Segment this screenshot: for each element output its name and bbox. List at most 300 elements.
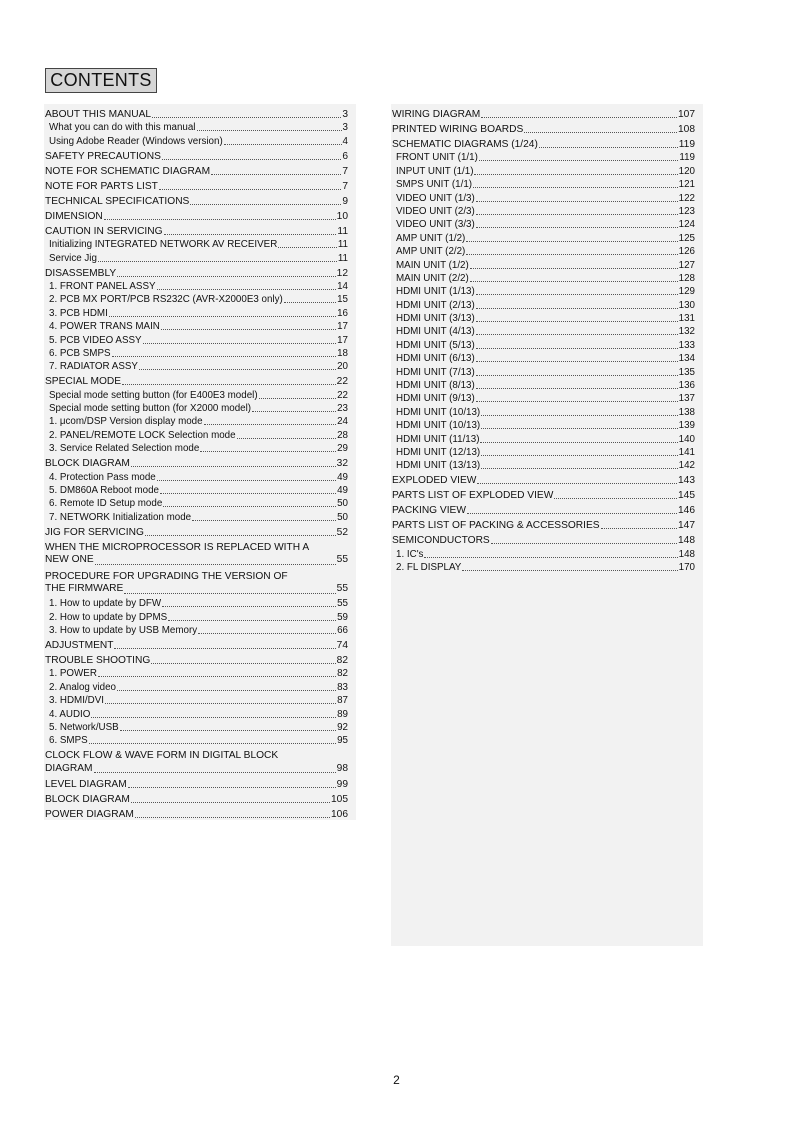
dot-leader: [168, 620, 336, 621]
toc-entry-page: 6: [342, 150, 348, 162]
toc-subentry[interactable]: [391, 152, 703, 163]
dot-leader: [105, 703, 336, 704]
dot-leader: [128, 787, 336, 788]
toc-entry-label: 4. Protection Pass mode: [49, 471, 156, 483]
dot-leader: [481, 415, 677, 416]
toc-entry-page: 145: [678, 490, 695, 502]
toc-entry-label: DIMENSION: [45, 210, 103, 222]
toc-entry[interactable]: [44, 166, 356, 177]
toc-entry-label: 1. IC's: [396, 548, 424, 560]
toc-entry-label: SEMICONDUCTORS: [392, 535, 490, 547]
dot-leader: [124, 593, 335, 594]
dot-leader: [135, 817, 330, 818]
toc-entry-label: VIDEO UNIT (1/3): [396, 192, 475, 204]
dot-leader: [143, 343, 337, 344]
toc-subentry[interactable]: [44, 281, 356, 292]
dot-leader: [161, 329, 336, 330]
dot-leader: [476, 294, 678, 295]
toc-entry-page: 50: [337, 498, 348, 510]
toc-subentry[interactable]: [391, 206, 703, 217]
toc-subentry[interactable]: [391, 219, 703, 230]
toc-subentry[interactable]: [391, 393, 703, 404]
toc-entry[interactable]: [391, 139, 703, 150]
dot-leader: [476, 388, 678, 389]
toc-entry-label: FRONT UNIT (1/1): [396, 152, 478, 164]
toc-entry-label: HDMI UNIT (10/13): [396, 406, 481, 418]
dot-leader: [470, 281, 678, 282]
toc-subentry[interactable]: [44, 668, 356, 679]
dot-leader: [462, 570, 677, 571]
dot-leader: [89, 743, 336, 744]
toc-entry[interactable]: [44, 181, 356, 192]
toc-entry-page: 127: [678, 259, 695, 271]
toc-entry-page: 98: [336, 762, 348, 774]
dot-leader: [117, 690, 336, 691]
toc-entry-page: 4: [342, 135, 348, 147]
toc-entry-page: 121: [678, 179, 695, 191]
dot-leader: [192, 520, 336, 521]
toc-subentry[interactable]: [391, 549, 703, 560]
toc-entry-label-continued: THE FIRMWARE: [45, 583, 124, 595]
dot-leader: [197, 130, 342, 131]
toc-entry-label: 4. POWER TRANS MAIN: [49, 321, 160, 333]
toc-entry-label: Service Jig: [49, 252, 97, 264]
toc-entry-page: 143: [678, 475, 695, 487]
toc-entry[interactable]: [391, 535, 703, 546]
toc-entry-label: PROCEDURE FOR UPGRADING THE VERSION OF: [45, 570, 288, 582]
toc-entry[interactable]: [44, 268, 356, 279]
toc-subentry[interactable]: [44, 485, 356, 496]
toc-subentry[interactable]: [44, 136, 356, 147]
toc-entry-page: 9: [342, 195, 348, 207]
toc-entry-label: 2. Analog video: [49, 681, 116, 693]
toc-entry-page: 131: [678, 313, 695, 325]
toc-entry[interactable]: [44, 527, 356, 538]
toc-entry-page: 120: [678, 165, 695, 177]
toc-entry-label: 3. PCB HDMI: [49, 307, 108, 319]
toc-entry-page: 12: [336, 267, 348, 279]
dot-leader: [476, 334, 678, 335]
dot-leader: [554, 498, 677, 499]
dot-leader: [204, 424, 337, 425]
toc-entry-label: SCHEMATIC DIAGRAMS (1/24): [392, 139, 538, 150]
toc-entry[interactable]: [391, 475, 703, 486]
toc-entry-label: CAUTION IN SERVICING: [45, 225, 163, 237]
toc-entry[interactable]: [44, 109, 356, 120]
dot-leader: [476, 227, 678, 228]
toc-entry-label: TROUBLE SHOOTING: [45, 654, 151, 666]
toc-entry-page: 119: [678, 139, 695, 150]
toc-entry-page: 107: [678, 109, 695, 120]
toc-entry-page: 10: [336, 210, 348, 222]
toc-entry[interactable]: [44, 750, 356, 775]
toc-subentry[interactable]: [391, 286, 703, 297]
toc-entry-page: 20: [337, 361, 348, 373]
toc-entry-label: 5. DM860A Reboot mode: [49, 485, 160, 497]
toc-entry-page: 126: [678, 246, 695, 258]
toc-entry-label: POWER DIAGRAM: [45, 809, 134, 821]
toc-entry-label: BLOCK DIAGRAM: [45, 458, 130, 470]
toc-entry-page: 124: [678, 219, 695, 231]
toc-entry-label: SAFETY PRECAUTIONS: [45, 150, 161, 162]
toc-subentry[interactable]: [44, 709, 356, 720]
dot-leader: [145, 535, 336, 536]
dot-leader: [112, 356, 337, 357]
dot-leader: [104, 219, 336, 220]
toc-entry-label: ABOUT THIS MANUAL: [45, 109, 152, 120]
toc-subentry[interactable]: [44, 625, 356, 636]
toc-entry[interactable]: [44, 151, 356, 162]
toc-entry-label: SPECIAL MODE: [45, 376, 122, 388]
toc-subentry[interactable]: [44, 321, 356, 332]
dot-leader: [198, 633, 336, 634]
toc-entry-label: TECHNICAL SPECIFICATIONS: [45, 195, 190, 207]
toc-entry-label: HDMI UNIT (1/13): [396, 286, 475, 298]
toc-entry-page: 29: [337, 443, 348, 455]
toc-entry-label: 5. Network/USB: [49, 721, 119, 733]
toc-entry-label: BLOCK DIAGRAM: [45, 794, 130, 806]
toc-subentry[interactable]: [391, 407, 703, 418]
toc-entry-label: CLOCK FLOW & WAVE FORM IN DIGITAL BLOCK: [45, 750, 279, 762]
toc-subentry[interactable]: [391, 380, 703, 391]
dot-leader: [224, 144, 342, 145]
toc-entry[interactable]: [44, 779, 356, 790]
toc-subentry[interactable]: [44, 598, 356, 609]
toc-entry-page: 55: [336, 554, 348, 566]
toc-subentry[interactable]: [391, 166, 703, 177]
toc-entry-page: 22: [337, 389, 348, 401]
dot-leader: [162, 159, 341, 160]
dot-leader: [481, 117, 677, 118]
toc-entry-page: 49: [337, 471, 348, 483]
toc-entry-page: 11: [337, 239, 348, 251]
dot-leader: [278, 247, 337, 248]
dot-leader: [476, 375, 678, 376]
dot-leader: [479, 160, 679, 161]
toc-entry-label: 6. SMPS: [49, 735, 88, 747]
toc-subentry[interactable]: [44, 472, 356, 483]
toc-entry-label: PARTS LIST OF PACKING & ACCESSORIES: [392, 520, 600, 532]
toc-entry-label: 2. PCB MX PORT/PCB RS232C (AVR-X2000E3 only): [49, 294, 283, 306]
toc-entry-page: 7: [342, 165, 348, 177]
toc-entry[interactable]: [44, 655, 356, 666]
dot-leader: [476, 214, 678, 215]
toc-entry-page: 99: [336, 779, 348, 791]
dot-leader: [152, 117, 341, 118]
dot-leader: [476, 401, 678, 402]
toc-entry-label: SMPS UNIT (1/1): [396, 179, 473, 191]
dot-leader: [480, 442, 677, 443]
dot-leader: [120, 730, 336, 731]
toc-subentry[interactable]: [44, 443, 356, 454]
dot-leader: [95, 564, 336, 565]
toc-entry-label: VIDEO UNIT (3/3): [396, 219, 475, 231]
toc-entry-page: 32: [336, 458, 348, 470]
toc-entry-page: 82: [336, 654, 348, 666]
toc-subentry[interactable]: [391, 179, 703, 190]
dot-leader: [476, 321, 678, 322]
dot-leader: [466, 241, 677, 242]
toc-entry-page: 123: [678, 205, 695, 217]
toc-subentry[interactable]: [44, 416, 356, 427]
toc-entry-page: 28: [337, 429, 348, 441]
toc-entry-page: 82: [337, 668, 348, 680]
toc-subentry[interactable]: [391, 562, 703, 573]
toc-entry-label: What you can do with this manual: [49, 122, 196, 134]
dot-leader: [131, 466, 336, 467]
contents-title: CONTENTS: [45, 68, 157, 93]
toc-subentry[interactable]: [391, 260, 703, 271]
dot-leader: [114, 648, 335, 649]
dot-leader: [481, 455, 677, 456]
toc-entry-page: 17: [337, 321, 348, 333]
toc-entry-page: 11: [337, 225, 348, 237]
dot-leader: [491, 543, 677, 544]
toc-entry-page: 139: [678, 420, 695, 432]
toc-entry-label: 6. PCB SMPS: [49, 347, 111, 359]
toc-subentry[interactable]: [391, 434, 703, 445]
toc-entry-label: 6. Remote ID Setup mode: [49, 498, 163, 510]
toc-entry-label: HDMI UNIT (4/13): [396, 326, 475, 338]
toc-entry-label: HDMI UNIT (12/13): [396, 446, 481, 458]
toc-entry-page: 49: [337, 485, 348, 497]
dot-leader: [477, 483, 677, 484]
toc-entry-label: NOTE FOR SCHEMATIC DIAGRAM: [45, 165, 211, 177]
toc-entry-page: 55: [337, 598, 348, 610]
toc-entry-label-continued: DIAGRAM: [45, 762, 93, 774]
dot-leader: [237, 438, 337, 439]
toc-entry-page: 83: [337, 681, 348, 693]
toc-subentry[interactable]: [44, 612, 356, 623]
toc-entry-label: DISASSEMBLY: [45, 267, 117, 279]
toc-entry-page: 23: [337, 403, 348, 415]
toc-entry-label: HDMI UNIT (11/13): [396, 433, 480, 445]
toc-entry-page: 130: [678, 299, 695, 311]
toc-entry-page: 15: [337, 294, 348, 306]
toc-entry-label: HDMI UNIT (7/13): [396, 366, 475, 378]
toc-entry[interactable]: [44, 809, 356, 820]
toc-entry[interactable]: [44, 226, 356, 237]
dot-leader: [466, 254, 677, 255]
toc-entry-page: 142: [678, 460, 695, 472]
toc-entry-label: HDMI UNIT (3/13): [396, 313, 475, 325]
toc-subentry[interactable]: [44, 682, 356, 693]
toc-entry-label: 1. FRONT PANEL ASSY: [49, 280, 156, 292]
dot-leader: [481, 468, 677, 469]
toc-entry-label: 3. How to update by USB Memory: [49, 624, 198, 636]
dot-leader: [470, 268, 678, 269]
toc-subentry[interactable]: [391, 313, 703, 324]
dot-leader: [200, 451, 336, 452]
toc-entry-page: 119: [679, 152, 695, 164]
toc-subentry[interactable]: [391, 367, 703, 378]
toc-subentry[interactable]: [391, 340, 703, 351]
dot-leader: [94, 772, 336, 773]
toc-entry-page: 105: [331, 794, 348, 806]
toc-entry-page: 66: [337, 624, 348, 636]
toc-entry-label: PARTS LIST OF EXPLODED VIEW: [392, 490, 554, 502]
toc-entry-label: MAIN UNIT (1/2): [396, 259, 469, 271]
dot-leader: [259, 398, 337, 399]
toc-entry-label: INPUT UNIT (1/1): [396, 165, 474, 177]
toc-subentry[interactable]: [44, 498, 356, 509]
toc-entry-label: 3. HDMI/DVI: [49, 695, 104, 707]
toc-entry[interactable]: [391, 505, 703, 516]
toc-entry-page: 59: [337, 611, 348, 623]
dot-leader: [284, 302, 336, 303]
toc-entry-page: 14: [337, 280, 348, 292]
toc-entry[interactable]: [44, 458, 356, 469]
toc-entry[interactable]: [44, 794, 356, 805]
dot-leader: [601, 528, 677, 529]
toc-entry-label: 1. μcom/DSP Version display mode: [49, 416, 203, 428]
toc-entry-page: 95: [337, 735, 348, 747]
toc-subentry[interactable]: [391, 246, 703, 257]
toc-subentry[interactable]: [44, 308, 356, 319]
dot-leader: [476, 201, 678, 202]
toc-entry[interactable]: [44, 542, 356, 567]
dot-leader: [151, 663, 335, 664]
toc-entry-label: AMP UNIT (1/2): [396, 232, 466, 244]
toc-entry-page: 129: [678, 286, 695, 298]
toc-entry-label: JIG FOR SERVICING: [45, 526, 144, 538]
dot-leader: [98, 261, 337, 262]
toc-entry-label-continued: NEW ONE: [45, 554, 94, 566]
dot-leader: [424, 557, 677, 558]
toc-entry-page: 133: [678, 339, 695, 351]
toc-entry-label: PRINTED WIRING BOARDS: [392, 124, 524, 135]
toc-entry-label: 5. PCB VIDEO ASSY: [49, 334, 142, 346]
toc-entry[interactable]: [44, 640, 356, 651]
dot-leader: [98, 676, 336, 677]
toc-entry-label: Special mode setting button (for E400E3 model): [49, 389, 258, 401]
dot-leader: [467, 513, 677, 514]
toc-subentry[interactable]: [44, 361, 356, 372]
toc-entry-page: 52: [336, 526, 348, 538]
dot-leader: [473, 187, 678, 188]
dot-leader: [476, 348, 678, 349]
toc-entry-label: HDMI UNIT (10/13): [396, 420, 481, 432]
dot-leader: [157, 480, 336, 481]
toc-entry-label: PACKING VIEW: [392, 505, 466, 517]
toc-subentry[interactable]: [391, 273, 703, 284]
toc-entry-page: 146: [678, 505, 695, 517]
toc-entry[interactable]: [44, 571, 356, 596]
toc-entry-page: 89: [337, 708, 348, 720]
dot-leader: [211, 174, 341, 175]
toc-entry-page: 122: [678, 192, 695, 204]
toc-entry-label: MAIN UNIT (2/2): [396, 272, 469, 284]
toc-subentry[interactable]: [44, 348, 356, 359]
toc-subentry[interactable]: [44, 239, 356, 250]
toc-entry-label: 1. How to update by DFW: [49, 598, 162, 610]
toc-subentry[interactable]: [44, 512, 356, 523]
toc-entry-page: 148: [678, 548, 695, 560]
toc-entry-label: 7. NETWORK Initialization mode: [49, 511, 192, 523]
toc-entry-label: WIRING DIAGRAM: [392, 109, 481, 120]
toc-entry-page: 87: [337, 695, 348, 707]
toc-entry-page: 18: [337, 347, 348, 359]
dot-leader: [160, 493, 336, 494]
toc-entry-label: HDMI UNIT (2/13): [396, 299, 475, 311]
toc-entry-label: VIDEO UNIT (2/3): [396, 205, 475, 217]
toc-entry-label: 4. AUDIO: [49, 708, 91, 720]
toc-entry-page: 141: [678, 446, 695, 458]
dot-leader: [476, 361, 678, 362]
toc-subentry[interactable]: [391, 300, 703, 311]
toc-entry-label: HDMI UNIT (9/13): [396, 393, 475, 405]
toc-entry-page: 24: [337, 416, 348, 428]
toc-subentry[interactable]: [44, 430, 356, 441]
toc-subentry[interactable]: [44, 253, 356, 264]
toc-subentry[interactable]: [44, 403, 356, 414]
toc-entry[interactable]: [44, 196, 356, 207]
toc-entry-page: 134: [678, 353, 695, 365]
toc-entry-label: 1. POWER: [49, 668, 97, 680]
toc-entry-label: HDMI UNIT (6/13): [396, 353, 475, 365]
toc-entry-page: 17: [337, 334, 348, 346]
toc-subentry[interactable]: [391, 353, 703, 364]
toc-entry-page: 128: [678, 272, 695, 284]
toc-entry-page: 16: [337, 307, 348, 319]
toc-entry-page: 7: [342, 180, 348, 192]
toc-entry-label: 3. Service Related Selection mode: [49, 443, 200, 455]
toc-entry-page: 3: [342, 122, 348, 134]
toc-entry-page: 22: [336, 376, 348, 388]
toc-entry[interactable]: [391, 490, 703, 501]
toc-entry[interactable]: [44, 376, 356, 387]
toc-column-left: [44, 104, 356, 820]
toc-subentry[interactable]: [391, 326, 703, 337]
toc-entry-label: EXPLODED VIEW: [392, 475, 477, 487]
toc-entry-page: 170: [678, 562, 695, 574]
toc-entry-page: 147: [678, 520, 695, 532]
toc-entry-label: 7. RADIATOR ASSY: [49, 361, 138, 373]
toc-entry[interactable]: [391, 109, 703, 120]
toc-entry-label: 2. PANEL/REMOTE LOCK Selection mode: [49, 429, 236, 441]
toc-entry-page: 106: [331, 809, 348, 821]
toc-subentry[interactable]: [44, 722, 356, 733]
toc-entry[interactable]: [391, 124, 703, 135]
toc-subentry[interactable]: [44, 294, 356, 305]
toc-entry[interactable]: [391, 520, 703, 531]
toc-subentry[interactable]: [44, 335, 356, 346]
toc-column-right: [391, 104, 703, 946]
toc-entry-label: Using Adobe Reader (Windows version): [49, 135, 223, 147]
dot-leader: [164, 234, 337, 235]
toc-subentry[interactable]: [391, 420, 703, 431]
toc-entry[interactable]: [44, 211, 356, 222]
dot-leader: [162, 606, 336, 607]
toc-subentry[interactable]: [391, 460, 703, 471]
toc-subentry[interactable]: [44, 122, 356, 133]
toc-entry-page: 11: [337, 252, 348, 264]
toc-subentry[interactable]: [44, 695, 356, 706]
toc-entry-page: 55: [336, 583, 348, 595]
toc-subentry[interactable]: [44, 390, 356, 401]
toc-entry-label: HDMI UNIT (13/13): [396, 460, 481, 472]
toc-subentry[interactable]: [44, 735, 356, 746]
toc-subentry[interactable]: [391, 233, 703, 244]
toc-entry-page: 135: [678, 366, 695, 378]
toc-entry-label: AMP UNIT (2/2): [396, 246, 466, 258]
toc-subentry[interactable]: [391, 193, 703, 204]
dot-leader: [481, 428, 677, 429]
toc-entry-label: ADJUSTMENT: [45, 639, 114, 651]
dot-leader: [524, 132, 677, 133]
dot-leader: [190, 204, 341, 205]
toc-subentry[interactable]: [391, 447, 703, 458]
